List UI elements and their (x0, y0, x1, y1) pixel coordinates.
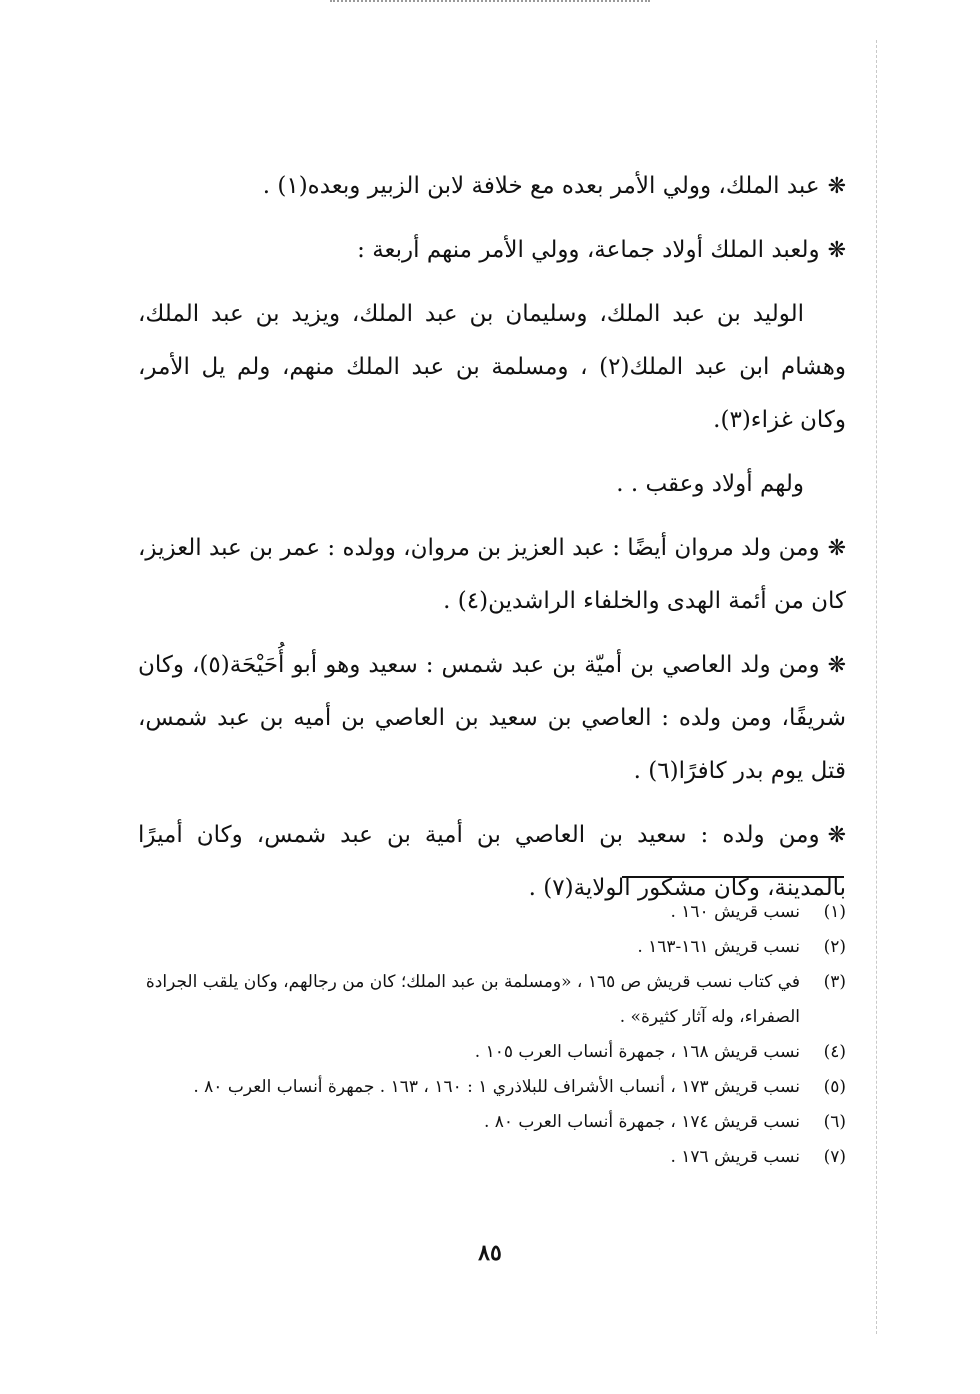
footnote-3: (٣) في كتاب نسب قريش ص ١٦٥ ، «ومسلمة بن عبد الملك؛ كان من رجالهم، وكان يلقب الجرادة الصفراء، وله آثار كثيرة» . (145, 972, 846, 1027)
paragraph-1: ❋عبد الملك، وولي الأمر بعده مع خلافة لابن الزبير وبعده(١) . (262, 173, 846, 199)
scan-edge-line (876, 40, 877, 1334)
paragraph-3: الوليد بن عبد الملك، وسليمان بن عبد الملك، ويزيد بن عبد الملك، وهشام ابن عبد الملك(٢) ، ومسلمة بن عبد الملك منهم، ولم يل الأمر، وكان غزاء(٣). (138, 301, 846, 433)
footnote-6: (٦) نسب قريش ١٧٤ ، جمهرة أنساب العرب ٨٠ . (483, 1112, 846, 1132)
footnote-separator (622, 876, 844, 878)
star-bullet: ❋ (827, 536, 846, 561)
footnotes (138, 895, 846, 1175)
paragraph-5: ❋ومن ولد مروان أيضًا : عبد العزيز بن مروان، وولده : عمر بن عبد العزيز، كان من أئمة الهدى والخلفاء الراشدين(٤) . (138, 535, 846, 614)
scan-top-marks (330, 0, 650, 10)
star-bullet: ❋ (827, 238, 846, 263)
star-bullet: ❋ (827, 174, 846, 199)
paragraph-7: ❋ومن ولده : سعيد بن العاصي بن أمية بن عبد شمس، وكان أميرًا بالمدينة، وكان مشكور الولاية(٧) . (138, 822, 846, 901)
footnote-7: (٧) نسب قريش ١٧٦ . (670, 1147, 846, 1167)
footnote-4: (٤) نسب قريش ١٦٨ ، جمهرة أنساب العرب ١٠٥ . (474, 1042, 846, 1062)
footnote-2: (٢) نسب قريش ١٦١-١٦٣ . (637, 937, 846, 957)
footnote-1: (١) نسب قريش ١٦٠ . (670, 902, 846, 922)
paragraph-6: ❋ومن ولد العاصي بن أميّة بن عبد شمس : سعيد وهو أبو أُحَيْحَة(٥)، وكان شريفًا، ومن ولده : العاصي بن سعيد بن العاصي بن أميه بن عبد شمس، قتل يوم بدر كافرًا(٦) . (138, 652, 846, 784)
footnote-5: (٥) نسب قريش ١٧٣ ، أنساب الأشراف للبلاذري ١ : ١٦٠ ، ١٦٣ . جمهرة أنساب العرب ٨٠ . (193, 1077, 846, 1097)
paragraph-4: ولهم أولاد وعقب . . (616, 471, 804, 497)
paragraph-2: ❋ولعبد الملك أولاد جماعة، وولي الأمر منهم أربعة : (357, 237, 846, 263)
star-bullet: ❋ (827, 653, 846, 678)
page-number: ٨٥ (478, 1240, 502, 1266)
star-bullet: ❋ (827, 823, 846, 848)
main-text (138, 160, 846, 915)
